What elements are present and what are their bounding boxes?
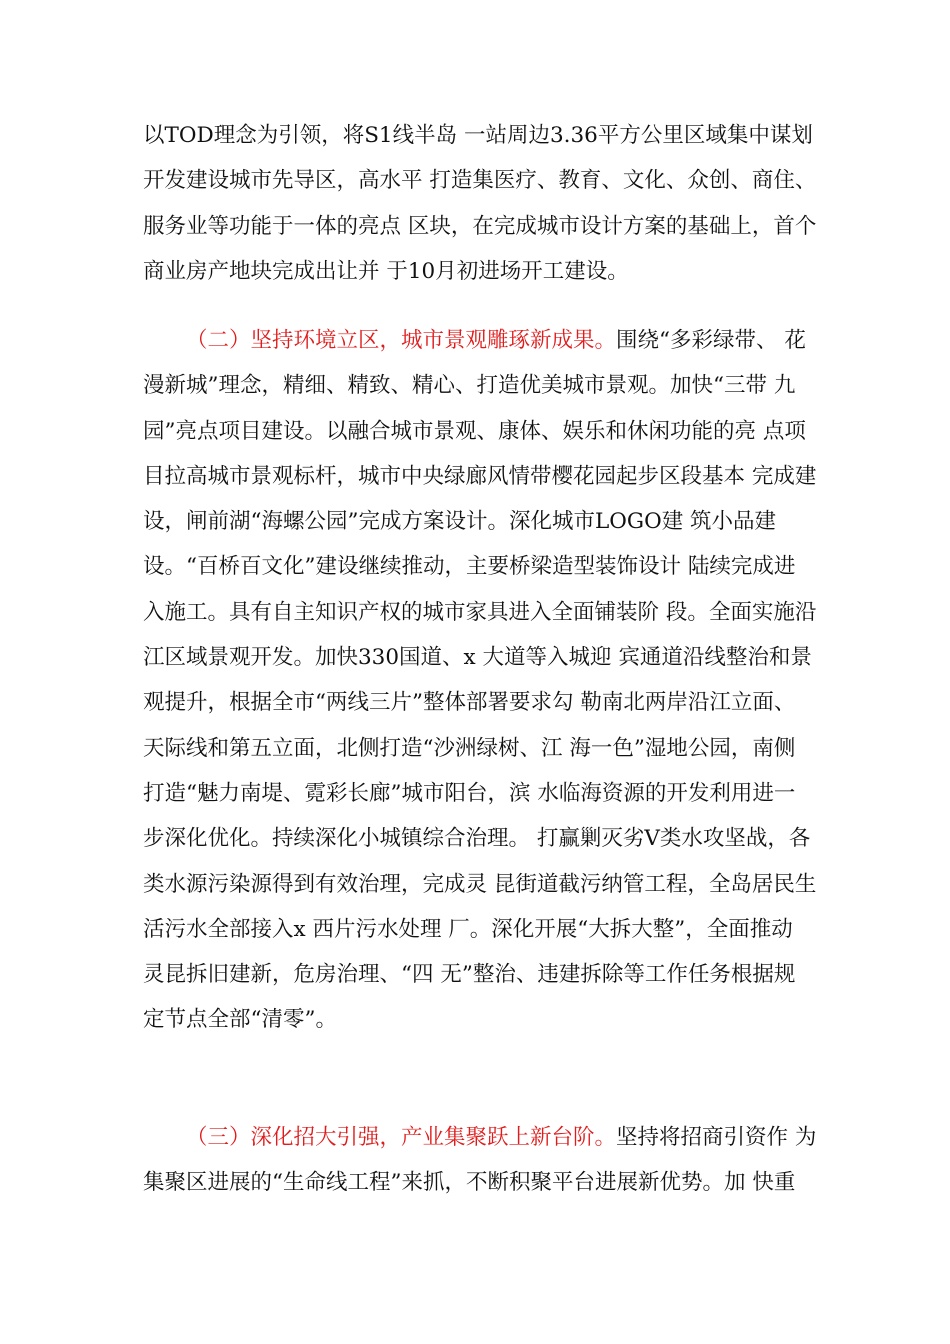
text-line: 服务业等功能于一体的亮点 区块，在完成城市设计方案的基础上，首个	[143, 213, 817, 239]
text-line: 江区域景观开发。加快330国道、x 大道等入城迎 宾通道沿线整治和景	[143, 645, 812, 671]
text-line: 设。“百桥百文化”建设继续推动，主要桥梁造型装饰设计 陆续完成进	[143, 554, 796, 580]
text-line: 目拉高城市景观标杆，城市中央绿廊风情带樱花园起步区段基本 完成建	[143, 463, 817, 489]
text-line: 类水源污染源得到有效治理，完成灵 昆街道截污纳管工程，全岛居民生	[143, 871, 817, 897]
paragraph-2	[143, 318, 823, 1043]
text-line: 集聚区进展的“生命线工程”来抓，不断积聚平台进展新优势。加 快重	[143, 1170, 796, 1196]
text-line: 园”亮点项目建设。以融合城市景观、康体、娱乐和休闲功能的亮 点项	[143, 418, 806, 444]
section-heading: （二）坚持环境立区，城市景观雕琢新成果。	[186, 328, 617, 353]
text-line: 步深化优化。持续深化小城镇综合治理。 打赢剿灭劣V类水攻坚战，各	[143, 826, 811, 852]
text-line: 开发建设城市先导区，高水平 打造集医疗、教育、文化、众创、商住、	[143, 168, 817, 194]
section-heading: （三）深化招大引强，产业集聚跃上新台阶。	[186, 1125, 617, 1150]
text-line: 商业房产地块完成出让并 于10月初进场开工建设。	[143, 258, 629, 284]
text-line: 入施工。具有自主知识产权的城市家具进入全面铺装阶 段。全面实施沿	[143, 599, 817, 625]
text-line	[143, 1115, 823, 1160]
text-span: 坚持将招商引资作 为	[616, 1125, 817, 1150]
text-line: 灵昆拆旧建新，危房治理、“四 无”整治、违建拆除等工作任务根据规	[143, 962, 796, 988]
text-line: 以TOD理念为引领，将S1线半岛 一站周边3.36平方公里区域集中谋划	[143, 123, 813, 148]
text-line: 定节点全部“清零”。	[143, 1007, 337, 1033]
paragraph-1	[143, 113, 823, 294]
text-span: 围绕“多彩绿带、 花	[616, 328, 806, 353]
text-line: 观提升，根据全市“两线三片”整体部署要求勾 勒南北两岸沿江立面、	[143, 690, 796, 716]
text-line	[143, 318, 823, 363]
text-line: 设，闸前湖“海螺公园”完成方案设计。深化城市LOGO建 筑小品建	[143, 509, 777, 535]
text-line: 打造“魅力南堤、霓彩长廊”城市阳台，滨 水临海资源的开发利用进一	[143, 780, 796, 806]
paragraph-3	[143, 1115, 823, 1206]
text-line: 天际线和第五立面，北侧打造“沙洲绿树、江 海一色”湿地公园，南侧	[143, 735, 796, 761]
text-line: 活污水全部接入x 西片污水处理 厂。深化开展“大拆大整”，全面推动	[143, 916, 793, 942]
text-line: 漫新城”理念，精细、精致、精心、打造优美城市景观。加快“三带 九	[143, 373, 796, 399]
